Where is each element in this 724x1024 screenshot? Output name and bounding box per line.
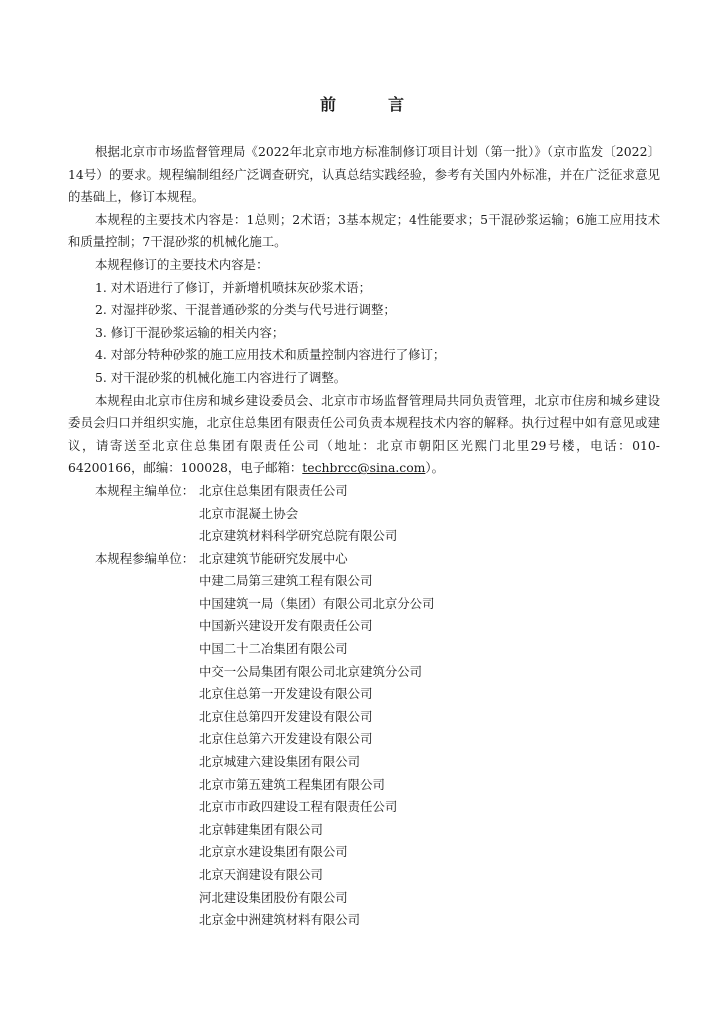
paragraph-revision-intro: 本规程修订的主要技术内容是： [95,256,269,272]
unit-name: 北京住总集团有限责任公司 [199,482,348,498]
document-body [68,141,660,932]
revision-item: 5. 对干混砂浆的机械化施工内容进行了调整。 [95,369,347,385]
paragraph-management [68,390,660,480]
participating-units-label: 本规程参编单位： [95,550,195,566]
revision-item: 4. 对部分特种砂浆的施工应用技术和质量控制内容进行了修订； [95,347,446,363]
unit-name: 北京建筑节能研究发展中心 [199,550,348,566]
unit-name: 北京韩建集团有限公司 [199,821,323,837]
unit-name: 中建二局第三建筑工程有限公司 [199,573,373,589]
unit-row [68,548,660,571]
email-link[interactable]: techbrcc@sina.com [302,460,426,476]
revision-item: 3. 修订干混砂浆运输的相关内容； [95,324,285,340]
chief-units-section [68,480,660,548]
unit-row [68,480,660,503]
unit-name: 北京建筑材料科学研究总院有限公司 [199,528,398,544]
unit-name: 中国新兴建设开发有限责任公司 [199,618,373,634]
unit-name: 北京京水建设集团有限公司 [199,844,348,860]
unit-name: 北京市市政四建设工程有限责任公司 [199,799,398,815]
chief-units-label: 本规程主编单位： [95,482,195,498]
participating-units-section [68,548,660,932]
unit-name: 北京住总第四开发建设有限公司 [199,708,373,724]
unit-name: 北京金中洲建筑材料有限公司 [199,912,361,928]
unit-name: 北京住总第六开发建设有限公司 [199,731,373,747]
unit-name: 中国建筑一局（集团）有限公司北京分公司 [199,595,435,611]
page-title: 前 言 [319,95,422,114]
unit-name: 北京住总第一开发建设有限公司 [199,686,373,702]
unit-name: 北京市混凝土协会 [199,505,299,521]
paragraph-main-content: 本规程的主要技术内容是：1总则；2术语；3基本规定；4性能要求；5干混砂浆运输；6施工应用技术和质量控制；7干混砂浆的机械化施工。 [68,211,660,250]
unit-name: 河北建设集团股份有限公司 [199,889,348,905]
unit-name: 北京市第五建筑工程集团有限公司 [199,776,385,792]
unit-name: 中交一公局集团有限公司北京建筑分公司 [199,663,423,679]
management-text-end: ）。 [425,460,445,476]
revision-list [68,277,660,390]
revision-item: 1. 对术语进行了修订，并新增机喷抹灰砂浆术语； [95,279,371,295]
unit-name: 中国二十二冶集团有限公司 [199,641,348,657]
paragraph-background: 根据北京市市场监督管理局《2022年北京市地方标准制修订项目计划（第一批）》（京市监发〔2022〕14号）的要求。规程编制组经广泛调查研究，认真总结实践经验，参考有关国内外标准，并在广泛征求意见的基础上，修订本规程。 [68,144,660,205]
unit-name: 北京城建六建设集团有限公司 [199,754,361,770]
management-text: 本规程由北京市住房和城乡建设委员会、北京市市场监督管理局共同负责管理，北京市住房和城乡建设委员会归口并组织实施，北京住总集团有限责任公司负责本规程技术内容的解释。执行过程中如有意见或建议，请寄送至北京住总集团有限责任公司（地址：北京市朝阳区光熙门北里29号楼，电话：010-64200166，邮编：100028，电子邮箱： [68,392,660,476]
unit-name: 北京天润建设有限公司 [199,867,323,882]
revision-item: 2. 对湿拌砂浆、干混普通砂浆的分类与代号进行调整； [95,302,396,318]
